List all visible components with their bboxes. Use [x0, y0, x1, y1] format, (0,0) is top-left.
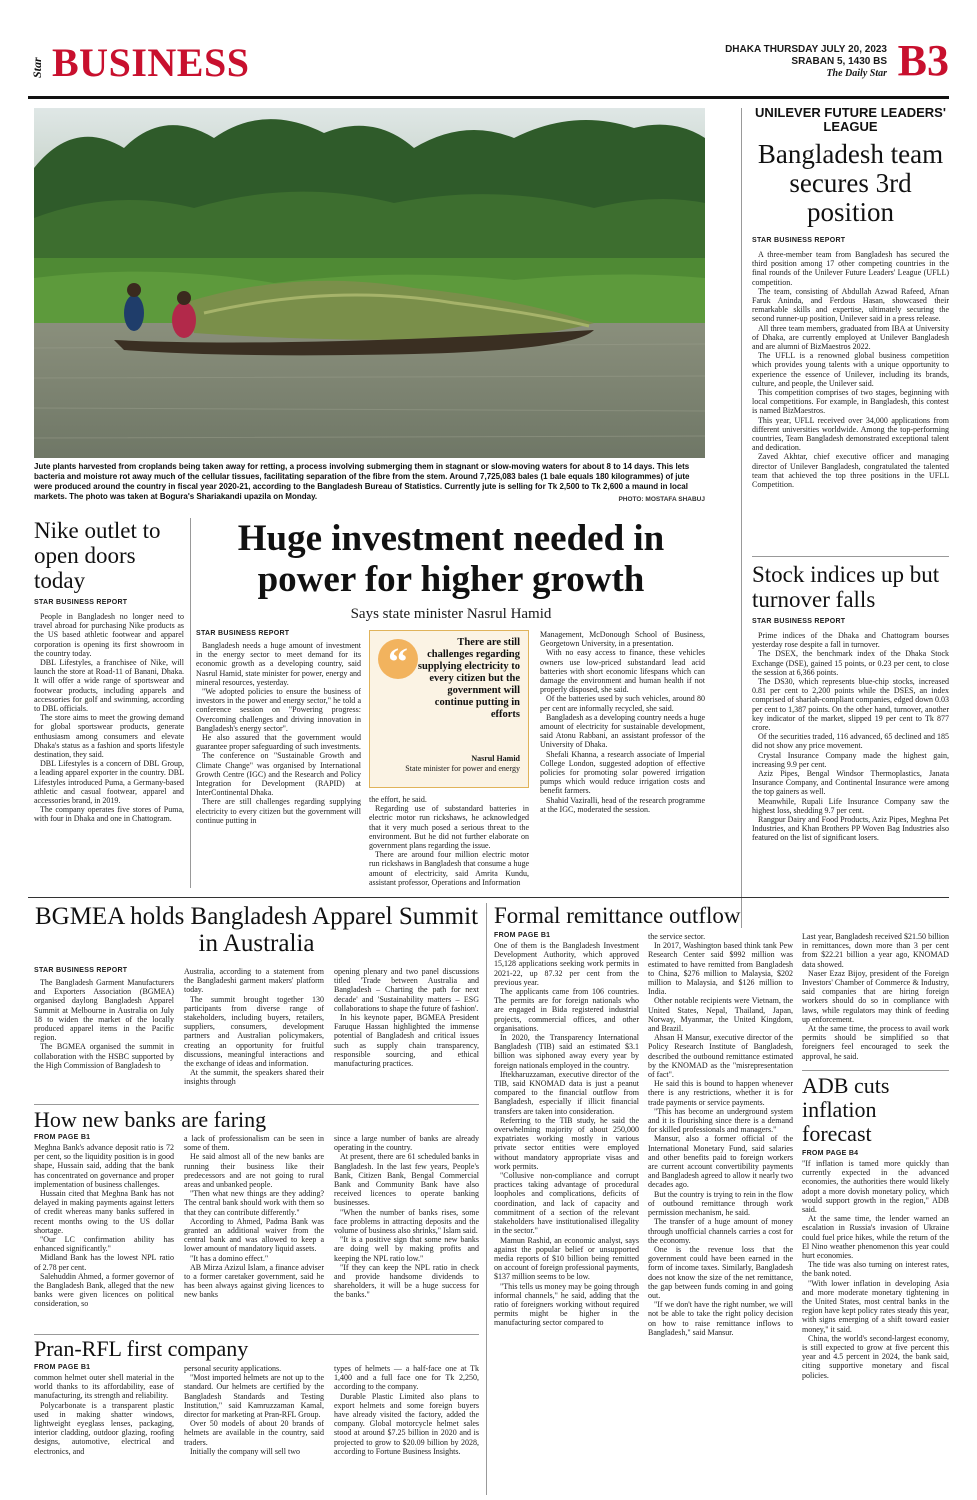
unilever-story	[752, 106, 949, 512]
quote-name: Nasrul Hamid	[471, 754, 520, 763]
banks-c1-p5: Salehuddin Ahmed, a former governor of the Bangladesh Bank, alleged that the new banks were given licences on political consideration, so	[34, 1271, 174, 1309]
bgmea-c1-p2: The BGMEA organised the summit in collaboration with the HSBC supported by the High Commission of Bangladesh to	[34, 1042, 174, 1070]
date-text: DHAKA THURSDAY JULY 20, 2023	[725, 44, 887, 55]
power-c2-p3: There are around four million electric motor run rickshaws in Bangladesh that consume a huge amount of electricity, said Amrita Kundu, assistant professor, Operations and Information	[369, 850, 529, 887]
banks-c2-p6: AB Mirza Azizul Islam, a finance adviser to a former caretaker government, said he has been always against giving licences to new banks	[184, 1262, 324, 1300]
pran-c2-p4: Initially the company will sell two	[190, 1446, 300, 1456]
stock-p5: Crystal Insurance Company made the highest gain, increasing 9.9 per cent.	[752, 750, 949, 769]
bgmea-col2	[184, 967, 324, 1098]
pran-c1-p2: Polycarbonate is a transparent plastic used in making shatter windows, lightweight eyeglass lenses, packaging, interior cladding, outdoor glazing, roofing designs, automotive, electrical and electronics, and	[34, 1400, 174, 1456]
banks-col3	[334, 1134, 479, 1328]
photo-credit: PHOTO: MOSTAFA SHABUJ	[618, 496, 705, 503]
unilever-byline: STAR BUSINESS REPORT	[752, 237, 846, 244]
rem-c2-p11: "If we don't have the right number, we will not be able to take the right policy decision on how to raise remittance inflows to Bangladesh," said Mansur.	[648, 1300, 793, 1337]
quote-mark-icon: “	[378, 639, 418, 679]
unilever-kicker: UNILEVER FUTURE LEADERS' LEAGUE	[755, 105, 946, 134]
nike-p4: DBL Lifestyles is a concern of DBL Group, a leading apparel exporter in the country. DBL Lifestyles introduced Puma, a Germany-based athletic and casual footwear, apparel and accessories brand, in 2019.	[34, 759, 184, 806]
rem-c2-p6: "This has become an underground system and it is flourishing since there is a demand for skilled professionals and managers."	[648, 1106, 793, 1135]
banks-c2-p1: a lack of professionalism can be seen in some of them.	[184, 1134, 324, 1153]
pran-from: FROM PAGE B1	[34, 1364, 91, 1371]
banks-c3-p3: "When the number of banks rises, some face problems in attracting deposits and the volume of business also shrinks," Islam said.	[334, 1207, 479, 1236]
banks-c3-p2: At present, there are 61 scheduled banks in Bangladesh. In the last few years, People's Bank, Citizen Bank, Bengal Commercial Bank and Community Bank have also received licences to operate banking businesses.	[334, 1152, 479, 1208]
rem-c3-p3: At the same time, the process to avail work permits should be simplified so that foreigners feel encouraged to seek the approval, he said.	[802, 1024, 949, 1061]
bgmea-c3-p1: opening plenary and two panel discussions titled 'Trade between Australia and Bangladesh – Charting the path for next decade' and 'Sustainability matters – ESG collaborations to shape the future of fashion'.	[334, 967, 479, 1013]
power-c2-p1: the effort, he said.	[369, 795, 427, 804]
adb-p4: "With lower inflation in developing Asia and more moderate monetary tightening in the United States, most central banks in the region have kept policy rates steady this year, with signs emerging of a shift toward easier money," it said.	[802, 1278, 949, 1334]
nike-byline: STAR BUSINESS REPORT	[34, 599, 128, 606]
rule-banks-pran	[34, 1334, 479, 1335]
power-c3-p1: Management, McDonough School of Business, Georgetown University, in a presentation.	[540, 630, 705, 649]
adb-headline: ADB cuts inflation forecast	[802, 1073, 890, 1146]
power-c3-p3: Of the batteries used by such vehicles, around 80 per cent are informally recycled, she said.	[540, 694, 705, 713]
bgmea-byline: STAR BUSINESS REPORT	[34, 967, 128, 974]
banks-c1-p1: Meghna Bank's advance deposit ratio is 72 per cent, so the liquidity position is in good shape, Hussain said, adding that the bank has concentrated on governance and proper implementation of business challenges.	[34, 1143, 174, 1189]
power-story	[196, 518, 706, 623]
banks-col1	[34, 1143, 174, 1328]
unilever-p7: Zaved Akhtar, chief executive officer and managing director of Unilever Bangladesh, congratulated the talented team that achieved the top three positions in the UFLL Competition.	[752, 452, 949, 490]
pran-c2-p2: "Most imported helmets are not up to the standard. Our helmets are certified by the Bangladesh Standards and Testing Institution," said Kamruzzaman Kamal, director for marketing at Pran-RFL Group.	[184, 1373, 324, 1420]
bgmea-c3-p2: In his keynote paper, BGMEA President Faruque Hassan highlighted the immense potential of Bangladesh and critical issues such as supply chain transparency, responsible sourcing, and ethical manufacturing practices.	[334, 1013, 479, 1069]
rem-c2-p8: But the country is trying to rein in the flow of outbound remittance through work permission mechanism, he said.	[648, 1189, 793, 1218]
remittance-story	[494, 903, 949, 928]
rem-c2-p10: One is the revenue loss that the government could have been earned in the form of income taxes. Similarly, Bangladesh does not know the size of the net remittance, the gap between funds coming in and going out.	[648, 1244, 793, 1300]
banks-c2-p4: According to Ahmed, Padma Bank was granted an additional waiver from the central bank and was allowed to keep a lower amount of mandatory liquid assets.	[184, 1216, 324, 1254]
power-col3	[540, 630, 705, 891]
pran-c3-p1: types of helmets — a half-face one at Tk 1,400 and a full face one for Tk 2,250, according to the company.	[334, 1364, 479, 1392]
adb-from: FROM PAGE B4	[802, 1150, 859, 1157]
column-rule	[741, 108, 742, 928]
remittance-headline: Formal remittance outflow	[494, 903, 741, 928]
banks-from: FROM PAGE B1	[34, 1134, 91, 1141]
rem-c1-p2: The applicants came from 106 countries. The permits are for foreign nationals who are engaged in Bida registered industrial projects, commercial offices, and other organisations.	[494, 987, 639, 1033]
adb-p5: China, the world's second-largest economy, is still expected to grow at five percent this year and 4.5 percent in 2024, the bank said, citing supportive monetary and fiscal policies.	[802, 1333, 949, 1380]
power-c1-p4: The conference on "Sustainable Growth and Climate Change" was organised by International Growth Centre (IGC) and the Research and Policy Integration for Development (RAPID) at InterContinental Dhaka.	[196, 751, 361, 798]
stock-body	[752, 631, 949, 906]
banks-c1-p3: "Our LC confirmation ability has enhanced significantly."	[34, 1235, 174, 1254]
rule-unilever-stock	[752, 556, 949, 557]
stock-p1: Prime indices of the Dhaka and Chattogram bourses yesterday rose despite a fall in turnover.	[752, 631, 949, 650]
unilever-headline: Bangladesh team secures 3rd position	[757, 139, 944, 227]
bgmea-col1	[34, 978, 174, 1098]
rem-c2-p9: The transfer of a huge amount of money through unofficial channels carries a cost for the economy.	[648, 1217, 793, 1245]
adb-p3: The tide was also turning on interest rates, the bank noted.	[802, 1260, 949, 1279]
power-c3-p5: Shefali Khanna, a research associate of Imperial College London, suggested adoption of effective policies for promoting solar powered irrigation pumps which would reduce irrigation costs and benefit farmers.	[540, 749, 705, 796]
banks-c2-p5: "It has a domino effect."	[190, 1253, 269, 1263]
rem-c1-p5: Referring to the TIB study, he said the overwhelming majority of about 250,000 expatriates working mostly in various private sector entities were employed without mandatory appropriate visas and work permits.	[494, 1115, 639, 1171]
pran-story	[34, 1337, 479, 1361]
pran-c1-p1: common helmet outer shell material in the world thanks to its affordability, ease of manufacturing, its strength and reliability.	[34, 1373, 174, 1401]
banks-c2-p3: "Then what new things are they adding? The central bank should work with them so that they can contribute differently."	[184, 1189, 324, 1217]
quote-title: State minister for power and energy	[405, 764, 520, 773]
banks-c1-p2: Hussain cited that Meghna Bank has not delayed in making payments against letters of credit whereas many banks suffered in recent months owing to the US dollar shortage.	[34, 1189, 174, 1235]
page-number: B3	[897, 36, 949, 85]
bgmea-c2-p2: The summit brought together 130 participants from diverse range of stakeholders, including buyers, retailers, suppliers, consumers, development partners and Australian policymakers, creating an opportunity for fruitful discussions, meaningful interactions and the exchange of ideas and information.	[184, 994, 324, 1069]
power-c1-p2: "We adopted policies to ensure the business of investors in the power and energy sector," he told a conference session on "Powering progress: Overcoming challenges and driving innovation in Bangladesh's energy sector".	[196, 687, 361, 733]
pran-col3	[334, 1364, 479, 1493]
paper-name: The Daily Star	[826, 68, 887, 79]
rem-c3-p1: Last year, Bangladesh received $21.50 billion in remittances, down more than 3 per cent from $22.21 billion a year ago, KNOMAD data showed.	[802, 932, 949, 969]
stock-p6: Aziz Pipes, Bengal Windsor Thermoplastics, Janata Insurance Company, and Continental Insurance were among the top gainers as well.	[752, 769, 949, 797]
rem-c2-p5: He said this is bound to happen whenever there is any restrictions, whether it is for trade payments or service payments.	[648, 1079, 793, 1107]
quote-text: There are still challenges regarding supplying electricity to every citizen but the government will continue putting in efforts	[417, 637, 520, 720]
adb-story	[802, 1074, 949, 1494]
banks-c1-p4: Midland Bank has the lowest NPL ratio of 2.78 per cent.	[34, 1253, 174, 1272]
bgmea-c2-p1: Australia, according to a statement from the Bangladeshi garment makers' platform today.	[184, 967, 324, 995]
pran-col1	[34, 1373, 174, 1493]
power-c2-p2: Regarding use of substandard batteries in electric motor run rickshaws, he acknowledged that it very much posed a serious threat to the environment. But he did not further elaborate on government plans regarding the issue.	[369, 804, 529, 851]
pull-quote	[369, 630, 529, 788]
power-headline: Huge investment needed in power for higher growth	[237, 518, 665, 600]
power-subhead: Says state minister Nasrul Hamid	[350, 606, 552, 622]
unilever-p4: The UFLL is a renowned global business competition which provides young talents with a unique opportunity to experience the essence of Unilever, including its brands, culture, and people, the Unilever said.	[752, 351, 949, 388]
adb-p2: At the same time, the lender warned an escalation in Russia's invasion of Ukraine could fuel price hikes, while the return of the El Nino weather phenomenon this year could hurt economies.	[802, 1214, 949, 1261]
jute-photo	[34, 108, 705, 458]
banks-c3-p4: "It is a positive sign that some new banks are doing well by making profits and keeping the NPL ratio low."	[334, 1235, 479, 1263]
stock-headline: Stock indices up but turnover falls	[752, 562, 940, 612]
remittance-col1	[494, 941, 639, 1495]
power-col1	[196, 641, 361, 891]
pran-headline: Pran-RFL first company	[34, 1336, 249, 1361]
nike-p2: DBL Lifestyles, a franchisee of Nike, will launch the store at Road-11 of Banani, Dhaka. It will offer a wide range of sportswear and footwear products, including apparels and accessories for golf and swimming, according to DBL officials.	[34, 658, 184, 714]
unilever-body	[752, 250, 949, 512]
column-rule	[190, 518, 191, 888]
banks-c3-p1: since a large number of banks are already operating in the country.	[334, 1134, 479, 1153]
rule-bgmea-banks	[34, 1104, 479, 1105]
power-c3-p4: Bangladesh as a developing country needs a huge amount of electricity for sustainable development, said Atonu Rabbani, an assistant professor of the University of Dhaka.	[540, 712, 705, 750]
power-c1-p1: Bangladesh needs a huge amount of investment in the energy sector to meet demand for its economic growth as a developing country, said Nasrul Hamid, state minister for power, energy and mineral resources, yesterday.	[196, 641, 361, 687]
rem-c1-p8: "This tells us money may be going through informal channels," he said, adding that the ratio of foreigners working without required permits might be higher in the manufacturing sector compared to	[494, 1281, 639, 1328]
rem-c1-p1: One of them is the Bangladesh Investment Development Authority, which approved 15,128 applications seeking work permits in 2021-22, up 87.32 per cent from the previous year.	[494, 941, 639, 987]
column-rule	[486, 903, 487, 1495]
power-c1-p5: There are still challenges regarding supplying electricity to every citizen but the government will continue putting in	[196, 797, 361, 825]
bangla-date: SRABAN 5, 1430 BS	[791, 56, 887, 67]
remittance-col3	[802, 932, 949, 1064]
rule-mid	[28, 897, 949, 898]
star-logo: Star	[30, 57, 44, 78]
banks-story	[34, 1108, 479, 1132]
stock-p2: The DSEX, the benchmark index of the Dhaka Stock Exchange (DSE), gained 15 points, or 0.23 per cent, to close the session at 6,366 points.	[752, 649, 949, 677]
photo-caption: Jute plants harvested from croplands being taken away for retting, a process involving submerging them in stagnant or slow-moving waters for about 8 to 14 days. This lets bacteria and moisture rot away much of the cellular tissues, facilitating separation of the fibre from the stem. Around 7,725,083 bales (1 bale equals 180 kilogrammes) of jute were produced around the country in fiscal year 2020-21, according to the Bangladesh Bureau of Statistics. Currently jute is selling for Tk 2,500 to Tk 2,600 a maund in local markets. The photo was taken at Bogura's Shariakandi upazila on Monday.	[34, 462, 690, 501]
stock-p7: Meanwhile, Rupali Life Insurance Company saw the highest loss, shedding 9.7 per cent.	[752, 796, 949, 815]
nike-story	[34, 518, 184, 884]
pran-c2-p3: Over 50 models of about 20 brands of helmets are available in the country, said traders.	[184, 1419, 324, 1447]
nike-p1: People in Bangladesh no longer need to travel abroad for purchasing Nike products as the US based athletic footwear and apparel corporation is opening its first showroom in the country today.	[34, 612, 184, 658]
stock-p8: Rangpur Dairy and Food Products, Aziz Pipes, Meghna Pet Industries, and Khan Brothers PP Woven Bag Industries also featured on the list of significant losers.	[752, 815, 949, 843]
rem-c2-p2: In 2017, Washington based think tank Pew Research Center said $992 million was estimated to have remitted from Bangladesh to China, $276 million to Malaysia, $202 million to Malaysia, and $126 million to India.	[648, 941, 793, 997]
dateline	[725, 44, 887, 80]
masthead	[28, 38, 949, 96]
unilever-p6: This year, UFLL received over 34,000 applications from different universities worldwide. Among the top-performing countries, Team Bangladesh demonstrated exceptional talent and dedication.	[752, 415, 949, 453]
bgmea-col3	[334, 967, 479, 1098]
power-c3-p6: Shahid Vaziralli, head of the research programme at the IGC, moderated the session.	[540, 795, 705, 814]
banks-headline: How new banks are faring	[34, 1107, 267, 1132]
pran-col2	[184, 1364, 324, 1493]
unilever-p2: The team, consisting of Abdullah Azwad Rafeed, Afnan Faruk Aninda, and Ferdous Hasan, showcased their remarkable skills and expertise, ultimately securing the second runner-up position, Unilever said in a press release.	[752, 286, 949, 324]
bgmea-story	[34, 903, 479, 957]
nike-body	[34, 612, 184, 884]
masthead-rule	[28, 96, 949, 99]
nike-p5: The company operates five stores of Puma, with four in Dhaka and one in Chattogram.	[34, 805, 184, 824]
rem-c2-p4: Ahsan H Mansur, executive director of the Policy Research Institute of Bangladesh, described the outbound remittance estimated by the KNOMAD as the "misrepresentation of fact".	[648, 1033, 793, 1080]
banks-c3-p5: "If they can keep the NPL ratio in check and provide handsome dividends to shareholders, it will be a huge success for the banks."	[334, 1262, 479, 1300]
nike-p3: The store aims to meet the growing demand for global sportswear products, generate enthusiasm among consumers and elevate Dhaka's status as a fashion and sports lifestyle destination, they said.	[34, 713, 184, 760]
rem-c1-p3: In 2020, the Transparency International Bangladesh (TIB) said an estimated $3.1 billion was siphoned away every year by foreign nationals employed in the country.	[494, 1033, 639, 1070]
power-byline	[196, 630, 361, 637]
rem-c2-p3: Other notable recipients were Vietnam, the United States, Nepal, Thailand, Japan, Norway, Myanmar, the United Kingdom, and Brazil.	[648, 996, 793, 1034]
remittance-col2	[648, 932, 793, 1495]
banks-col2	[184, 1134, 324, 1328]
bgmea-headline: BGMEA holds Bangladesh Apparel Summit in Australia	[34, 903, 479, 957]
stock-p4: Of the securities traded, 116 advanced, 65 declined and 185 did not show any price movement.	[752, 732, 949, 751]
stock-p3: The DS30, which represents blue-chip stocks, increased 0.81 per cent to 2,200 points while the DSES, an index comprised of shariah-compliant companies, edged down 0.03 per cent to 1,387 points. On the other hand, turnover, another key indicator of the market, slipped 19 per cent to Tk 877 crore.	[752, 677, 949, 733]
pran-c3-p2: Durable Plastic Limited also plans to export helmets and some foreign buyers have already visited the factory, added the company. Global motorcycle helmet sales stood at around $7.25 billion in 2020 and is projected to grow to $20.09 billion by 2028, according to Fortune Business Insights.	[334, 1391, 479, 1456]
stock-byline: STAR BUSINESS REPORT	[752, 618, 846, 625]
rem-c2-p1: the service sector.	[648, 932, 706, 941]
rule-remit-adb	[802, 1070, 949, 1071]
unilever-p1: A three-member team from Bangladesh has secured the third position among 17 other competing countries in the final rounds of the Unilever Future Leaders' League (UFLL) competition.	[752, 250, 949, 287]
nike-headline: Nike outlet to open doors today	[34, 518, 161, 593]
power-c3-p2: With no easy access to finance, these vehicles owners use low-priced substandard lead acid batteries with short economic lifespans which can damage the environment and human health if not properly disposed, she said.	[540, 648, 705, 695]
banks-c2-p2: He said almost all of the new banks are running their business like their predecessors and are not going to rural areas and unbanked people.	[184, 1152, 324, 1190]
remittance-from: FROM PAGE B1	[494, 932, 551, 939]
section-title: BUSINESS	[52, 40, 250, 85]
power-byline-text: STAR BUSINESS REPORT	[196, 630, 290, 637]
rem-c3-p2: Naser Ezaz Bijoy, president of the Foreign Investors' Chamber of Commerce & Industry, said companies that are hiring foreign workers should do so in compliance with laws, while regulators may think of feeding up enforcement.	[802, 968, 949, 1024]
rem-c1-p7: Mamun Rashid, an economic analyst, says against the popular belief or unsupported media reports of $10 billion being remitted on account of foreign professional payments, $137 million seems to be low.	[494, 1235, 639, 1282]
rem-c2-p7: Mansur, also a former official of the International Monetary Fund, said salaries and other benefits paid to foreign workers are current account convertibility payments and Bangladesh agreed to allow it nearly two decades ago.	[648, 1134, 793, 1190]
rem-c1-p4: Iftekharuzzaman, executive director of the TIB, said KNOMAD data is just a peanut compared to the financial outflow from Bangladesh, especially if illicit financial transfers are taken into consideration.	[494, 1069, 639, 1116]
adb-p1: "If inflation is tamed more quickly than currently expected in the advanced economies, the authorities there would likely adopt a more dovish monetary policy, which would support growth in the region," ADB said.	[802, 1159, 949, 1215]
jute-photo-drawing	[34, 108, 705, 458]
power-c1-p3: He also assured that the government would guarantee proper safeguarding of such investments.	[196, 733, 361, 752]
bgmea-c2-p3: At the summit, the speakers shared their insights through	[184, 1068, 324, 1087]
adb-body	[802, 1159, 949, 1494]
bgmea-c1-p1: The Bangladesh Garment Manufacturers and Exporters Association (BGMEA) organised daylong Bangladesh Apparel Summit at Melbourne in Australia on July 18 to widen the market of the locally produced apparel items in the Pacific region.	[34, 978, 174, 1043]
pran-c2-p1: personal security applications.	[184, 1364, 282, 1373]
unilever-p3: All three team members, graduated from IBA at University of Dhaka, are currently employed at Unilever Bangladesh and are alumni of BizMaestros 2022.	[752, 323, 949, 352]
stock-story	[752, 562, 949, 906]
rem-c1-p6: "Collusive non-compliance and corrupt practices taking advantage of procedural loopholes and complications, deficits of coordination, and lack of capacity and commitment of a section of the relevant stakeholders have institutionalised illegality in the sector."	[494, 1171, 639, 1236]
power-col2	[369, 795, 529, 891]
unilever-p5: This competition comprises of two stages, beginning with local competitions. For example, in Bangladesh, this contest is named BizMaestros.	[752, 388, 949, 416]
